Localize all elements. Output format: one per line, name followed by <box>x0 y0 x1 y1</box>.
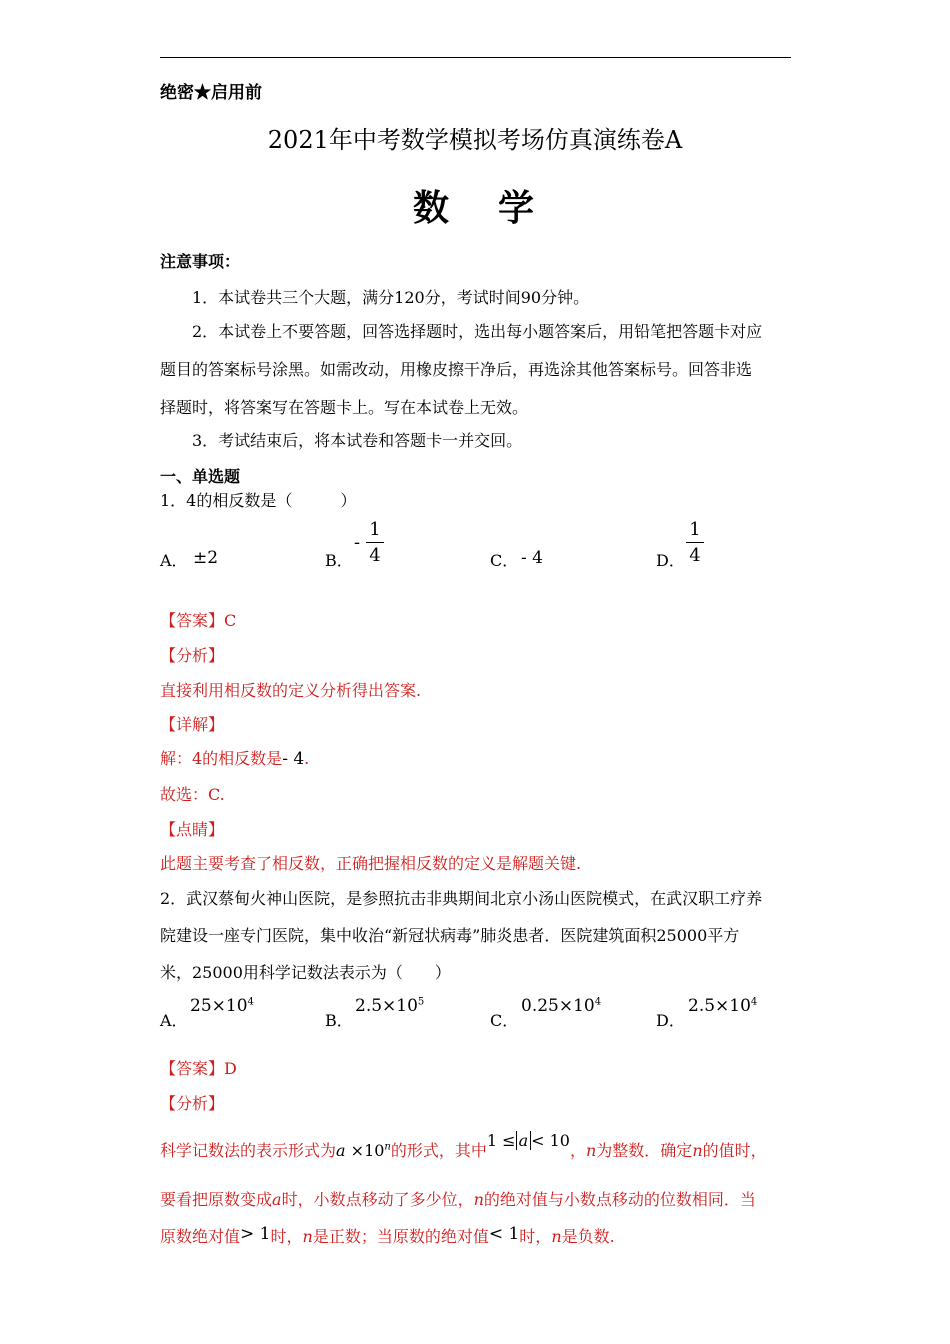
q2-answer: 【答案】D <box>160 1059 237 1078</box>
q1-analysis-text: 直接利用相反数的定义分析得出答案. <box>160 681 422 700</box>
q2-analysis-line-1 <box>160 1131 767 1161</box>
q2-a3-lt: < 1 <box>488 1224 520 1244</box>
q2-option-d-base: 2.5×10 <box>688 996 751 1016</box>
notes-heading: 注意事项： <box>160 252 241 271</box>
q2-a1-exp-n: n <box>384 1141 391 1153</box>
q2-analysis-line-2 <box>160 1187 756 1210</box>
q2-a1-var-a: a <box>336 1141 346 1160</box>
q2-a3-gt: > 1 <box>240 1224 271 1244</box>
q1-option-d-numerator: 1 <box>686 520 704 543</box>
q2-a1-text-3: ， <box>569 1141 586 1160</box>
q1-point-label: 【点睛】 <box>160 820 225 839</box>
q2-a1-text-4: 为整数．确定 <box>596 1141 693 1160</box>
q2-a3-text-4: 时， <box>519 1227 552 1246</box>
q1-choose: 故选：C. <box>160 785 225 804</box>
q2-analysis-line-3 <box>160 1224 615 1247</box>
q1-option-b-label: B． <box>325 551 353 570</box>
q2-a1-text-5: 的值时， <box>702 1141 767 1160</box>
q2-a2-text-3: 的绝对值与小数点移动的位数相同．当 <box>483 1190 756 1209</box>
q1-point-text: 此题主要考查了相反数，正确把握相反数的定义是解题关键. <box>160 854 582 873</box>
q2-a2-n: n <box>473 1190 484 1209</box>
q2-a1-text-1: 科学记数法的表示形式为 <box>160 1141 337 1160</box>
secret-label: 绝密★启用前 <box>160 83 262 103</box>
q2-option-d-exponent: 4 <box>750 996 758 1008</box>
top-rule <box>160 57 791 58</box>
q2-option-a-base: 25×10 <box>190 996 248 1016</box>
q1-option-d-denominator: 4 <box>689 545 701 566</box>
q2-option-d-label: D． <box>656 1011 685 1030</box>
q2-a2-var-a: a <box>272 1190 282 1209</box>
q1-detail-value: - 4 <box>282 749 305 769</box>
exam-title: 2021年中考数学模拟考场仿真演练卷A <box>267 126 683 154</box>
q2-a1-ineq-left: 1 ≤ <box>486 1131 516 1150</box>
q1-option-c-label: C． <box>490 551 519 570</box>
notes-line-3: 3．考试结束后，将本试卷和答题卡一并交回。 <box>192 431 523 450</box>
subject-char-2: 学 <box>498 187 535 229</box>
q1-option-d-label: D． <box>656 551 685 570</box>
q2-a2-text-2: 时，小数点移动了多少位， <box>281 1190 474 1209</box>
q2-stem-a: 2．武汉蔡甸火神山医院，是参照抗击非典期间北京小汤山医院模式，在武汉职工疗养 <box>160 889 763 908</box>
q2-option-c-base: 0.25×10 <box>521 996 595 1016</box>
subject-char-1: 数 <box>413 187 450 229</box>
q2-option-c-label: C． <box>490 1011 519 1030</box>
q1-detail-label: 【详解】 <box>160 715 225 734</box>
notes-line-2b: 题目的答案标号涂黑。如需改动，用橡皮擦干净后，再选涂其他答案标号。回答非选 <box>160 360 753 379</box>
q1-option-b-denominator: 4 <box>369 545 381 566</box>
q2-a1-ineq-var: a <box>516 1131 532 1150</box>
q1-detail-end: . <box>304 749 310 768</box>
q2-a1-times: ×10 <box>350 1141 385 1160</box>
q1-detail-text: 解：4的相反数是 <box>160 749 283 768</box>
q2-analysis-label: 【分析】 <box>160 1094 225 1113</box>
q2-option-a-label: A． <box>160 1011 188 1030</box>
q2-a1-inequality <box>487 1131 570 1150</box>
q2-option-c-exponent: 4 <box>594 996 602 1008</box>
q2-a3-n-2: n <box>551 1227 562 1246</box>
q2-a3-text-3: 是正数；当原数的绝对值 <box>312 1227 489 1246</box>
q1-analysis-label: 【分析】 <box>160 646 225 665</box>
q2-option-b-value <box>355 996 424 1016</box>
notes-line-1: 1．本试卷共三个大题，满分120分，考试时间90分钟。 <box>192 288 590 307</box>
q2-a1-n-2: n <box>692 1141 703 1160</box>
q2-option-b-exponent: 5 <box>417 996 425 1008</box>
q2-a1-formula <box>336 1141 391 1160</box>
q2-a1-ineq-right: < 10 <box>531 1131 570 1150</box>
q2-a3-text-1: 原数绝对值 <box>160 1227 241 1246</box>
q1-stem: 1．4的相反数是（ ） <box>160 491 357 510</box>
q2-option-c-value <box>521 996 601 1016</box>
q1-answer: 【答案】C <box>160 611 237 630</box>
q1-detail-line <box>160 746 309 769</box>
notes-line-2c: 择题时，将答案写在答题卡上。写在本试卷上无效。 <box>160 398 529 417</box>
q2-stem-c: 米，25000用科学记数法表示为（ ） <box>160 963 451 982</box>
q1-option-b-fraction <box>366 520 384 567</box>
q1-option-a-value: ±2 <box>193 548 219 568</box>
q1-option-d-fraction <box>686 520 704 567</box>
q2-stem-b: 院建设一座专门医院，集中收治“新冠状病毒”肺炎患者．医院建筑面积25000平方 <box>160 926 740 945</box>
q2-a3-text-5: 是负数. <box>561 1227 615 1246</box>
q2-option-b-label: B． <box>325 1011 353 1030</box>
q2-option-a-exponent: 4 <box>247 996 254 1008</box>
q2-a1-text-2: 的形式，其中 <box>390 1141 487 1160</box>
q2-a3-n-1: n <box>302 1227 313 1246</box>
q2-option-d-value <box>688 996 757 1016</box>
section-heading: 一、单选题 <box>160 467 241 486</box>
q2-a3-text-2: 时， <box>270 1227 303 1246</box>
q1-option-a-label: A． <box>160 551 188 570</box>
notes-line-2a: 2．本试卷上不要答题，回答选择题时，选出每小题答案后，用铅笔把答题卡对应 <box>192 322 763 341</box>
q2-a1-n-1: n <box>585 1141 597 1160</box>
q2-option-b-base: 2.5×10 <box>355 996 418 1016</box>
q2-option-a-value <box>190 996 254 1016</box>
q1-option-b-numerator: 1 <box>366 520 384 543</box>
q1-option-c-value: - 4 <box>521 548 543 568</box>
q1-option-b-sign: - <box>354 532 361 553</box>
q2-a2-text-1: 要看把原数变成 <box>160 1190 273 1209</box>
